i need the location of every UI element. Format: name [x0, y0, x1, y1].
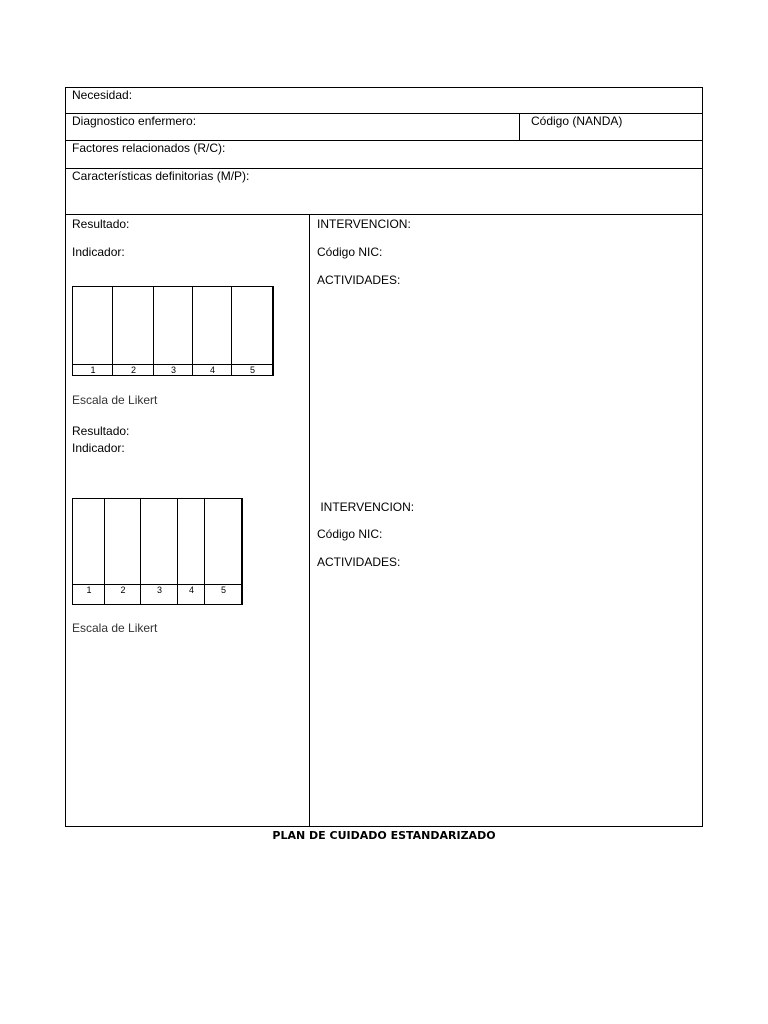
likert-number: 2	[130, 365, 136, 375]
factores-label: Factores relacionados (R/C):	[72, 141, 226, 155]
likert-number: 4	[209, 365, 215, 375]
likert-scale-label-1: Escala de Likert	[72, 393, 158, 407]
likert-col	[193, 287, 232, 375]
caracteristicas-row	[66, 169, 702, 215]
actividades-label-2: ACTIVIDADES:	[317, 555, 401, 569]
codigo-nanda-label: Código (NANDA)	[531, 114, 623, 128]
indicador-label-1: Indicador:	[72, 245, 125, 259]
diagnostico-row	[66, 114, 702, 141]
codigo-nic-label-1: Código NIC:	[317, 245, 383, 259]
main-area	[66, 215, 702, 826]
resultado-label-1: Resultado:	[72, 217, 130, 231]
likert-col	[73, 287, 113, 375]
likert-number: 4	[188, 585, 194, 595]
likert-number: 1	[86, 585, 92, 595]
likert-col	[113, 287, 154, 375]
necesidad-row	[66, 88, 702, 114]
form-title: PLAN DE CUIDADO ESTANDARIZADO	[272, 829, 496, 842]
intervencion-label-2: INTERVENCION:	[317, 500, 415, 514]
indicador-label-2: Indicador:	[72, 441, 125, 455]
factores-row	[66, 141, 702, 169]
likert-number: 3	[170, 365, 176, 375]
likert-scale-label-2: Escala de Likert	[72, 621, 158, 635]
likert-number: 5	[220, 585, 226, 595]
likert-col	[232, 287, 273, 375]
necesidad-label: Necesidad:	[72, 88, 133, 102]
likert-number: 3	[156, 585, 162, 595]
likert-scale-2	[72, 498, 243, 605]
diagnostico-label: Diagnostico enfermero:	[72, 114, 197, 128]
intervencion-label-1: INTERVENCION:	[317, 217, 411, 231]
caracteristicas-label: Características definitorias (M/P):	[72, 169, 250, 183]
care-plan-form	[65, 87, 703, 827]
likert-number: 5	[249, 365, 255, 375]
codigo-nic-label-2: Código NIC:	[317, 527, 383, 541]
likert-number: 2	[120, 585, 126, 595]
likert-col	[154, 287, 193, 375]
likert-number: 1	[90, 365, 96, 375]
resultado-label-2: Resultado:	[72, 424, 130, 438]
column-divider	[309, 215, 310, 826]
nanda-divider	[519, 114, 520, 140]
likert-scale-1	[72, 286, 274, 376]
actividades-label-1: ACTIVIDADES:	[317, 273, 401, 287]
